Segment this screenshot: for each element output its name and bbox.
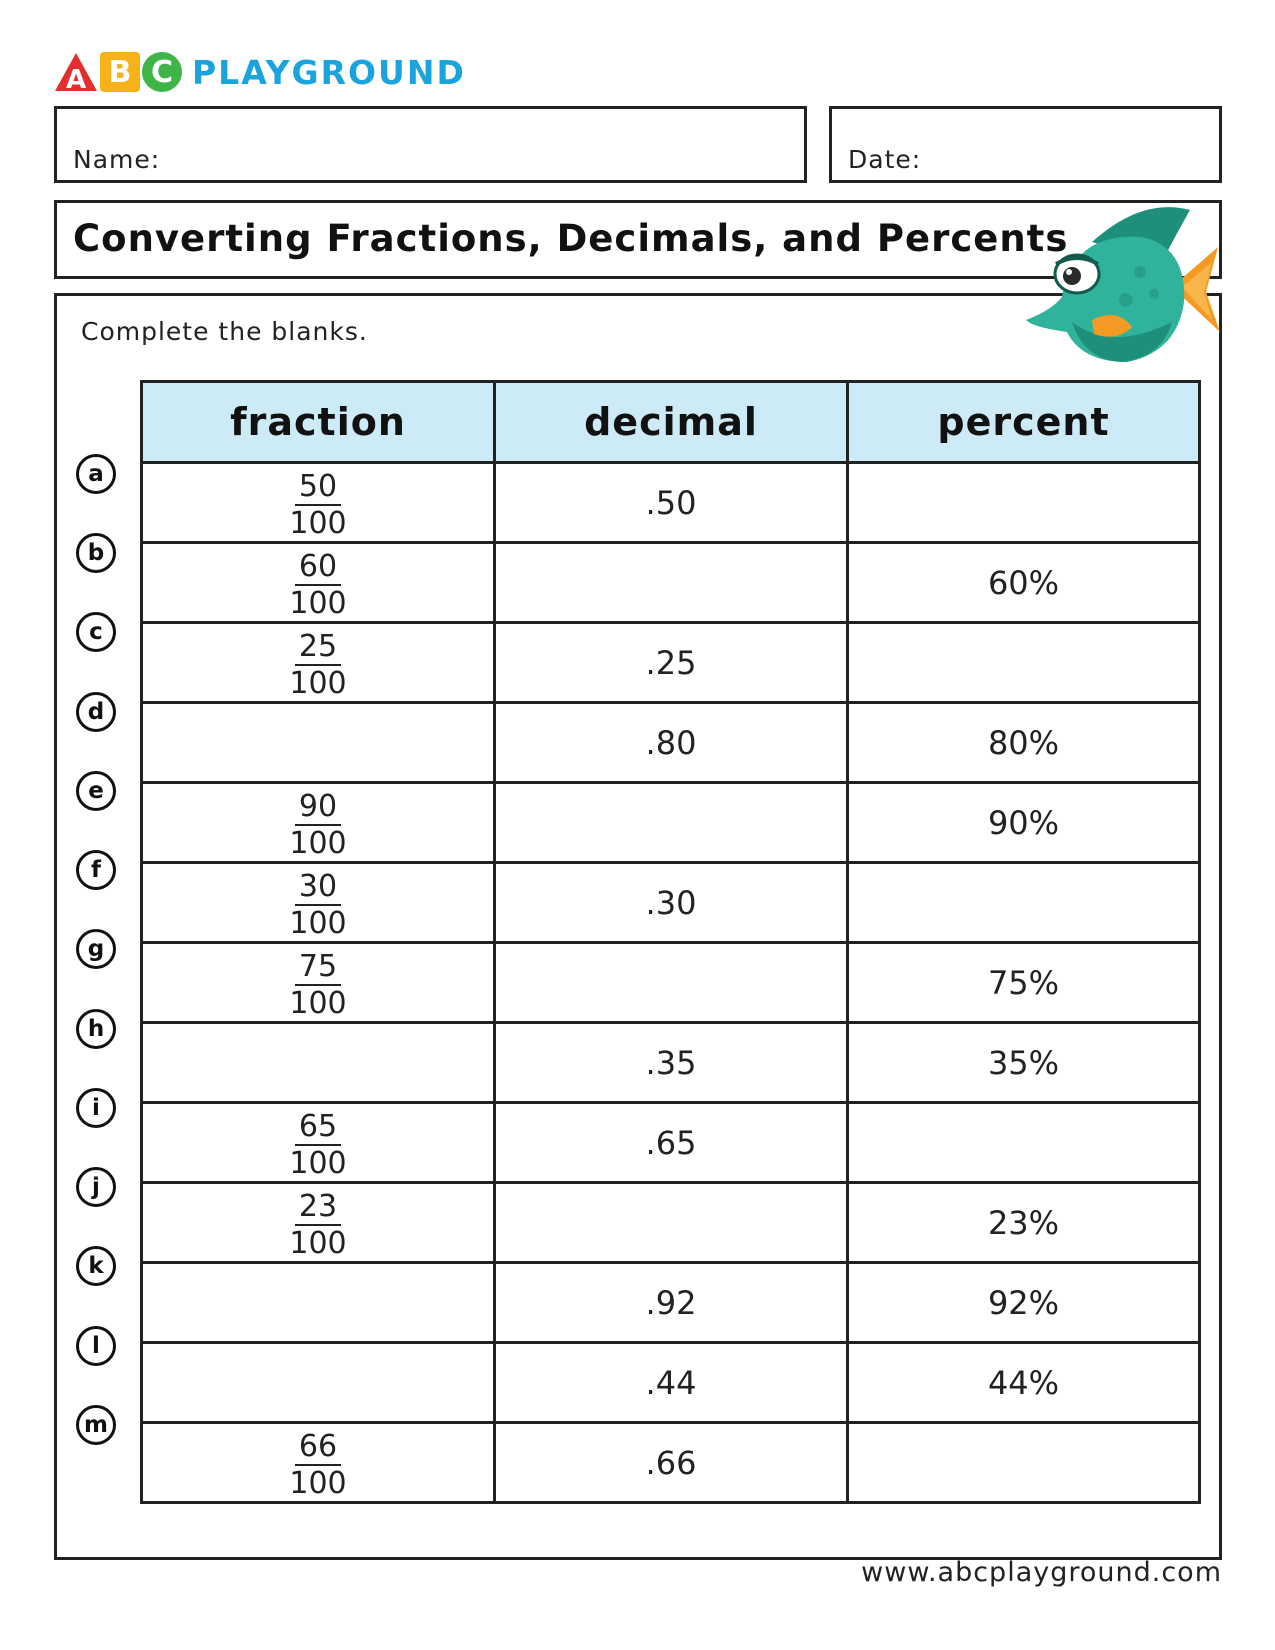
decimal-cell[interactable]: .25: [495, 623, 848, 703]
fraction-cell[interactable]: [142, 463, 495, 543]
page-title: Converting Fractions, Decimals, and Percents: [73, 217, 1069, 260]
table-row: [142, 543, 1200, 623]
percent-cell[interactable]: [848, 463, 1200, 543]
row-label-k: k: [76, 1246, 116, 1286]
instructions: Complete the blanks.: [81, 317, 368, 346]
header-decimal: decimal: [495, 382, 848, 463]
fraction-cell[interactable]: [142, 1103, 495, 1183]
fraction: $\frac{25}{100}$: [289, 629, 347, 701]
fraction-cell[interactable]: [142, 1423, 495, 1503]
percent-cell[interactable]: 80%: [848, 703, 1200, 783]
fraction: $\frac{30}{100}$: [289, 869, 347, 941]
fraction-cell[interactable]: [142, 1023, 495, 1103]
fish-icon: [1022, 202, 1222, 372]
decimal-cell[interactable]: .92: [495, 1263, 848, 1343]
name-field[interactable]: [54, 106, 807, 183]
table-row: [142, 1183, 1200, 1263]
decimal-cell[interactable]: [495, 783, 848, 863]
table-row: [142, 1103, 1200, 1183]
decimal-cell[interactable]: .44: [495, 1343, 848, 1423]
header-fraction: fraction: [142, 382, 495, 463]
percent-cell[interactable]: 44%: [848, 1343, 1200, 1423]
row-label-j: j: [76, 1167, 116, 1207]
table-row: [142, 943, 1200, 1023]
decimal-cell[interactable]: [495, 1183, 848, 1263]
fraction: $\frac{65}{100}$: [289, 1109, 347, 1181]
conversion-table: [140, 380, 1201, 1504]
logo-letter-a: [54, 52, 98, 92]
table-row: [142, 463, 1200, 543]
row-label-c: c: [76, 612, 116, 652]
fraction-cell[interactable]: [142, 703, 495, 783]
logo-letter-b: B: [100, 52, 140, 92]
percent-cell[interactable]: [848, 1103, 1200, 1183]
decimal-cell[interactable]: .66: [495, 1423, 848, 1503]
fraction-cell[interactable]: [142, 543, 495, 623]
row-label-i: i: [76, 1088, 116, 1128]
fraction-cell[interactable]: [142, 1183, 495, 1263]
percent-cell[interactable]: 75%: [848, 943, 1200, 1023]
name-label: Name:: [73, 145, 161, 174]
brand-logo: [54, 52, 466, 92]
decimal-cell[interactable]: .80: [495, 703, 848, 783]
row-label-f: f: [76, 850, 116, 890]
decimal-cell[interactable]: [495, 543, 848, 623]
table-row: [142, 863, 1200, 943]
fraction: $\frac{66}{100}$: [289, 1429, 347, 1501]
row-label-m: m: [76, 1405, 116, 1445]
percent-cell[interactable]: 23%: [848, 1183, 1200, 1263]
percent-cell[interactable]: [848, 863, 1200, 943]
date-field[interactable]: [829, 106, 1222, 183]
row-label-a: a: [76, 454, 116, 494]
table-row: [142, 1263, 1200, 1343]
percent-cell[interactable]: 92%: [848, 1263, 1200, 1343]
percent-cell[interactable]: 35%: [848, 1023, 1200, 1103]
fraction-cell[interactable]: [142, 783, 495, 863]
fraction-cell[interactable]: [142, 943, 495, 1023]
fraction: $\frac{50}{100}$: [289, 469, 347, 541]
fraction: $\frac{23}{100}$: [289, 1189, 347, 1261]
row-label-e: e: [76, 771, 116, 811]
row-label-l: l: [76, 1326, 116, 1366]
date-label: Date:: [848, 145, 922, 174]
percent-cell[interactable]: 90%: [848, 783, 1200, 863]
decimal-cell[interactable]: .35: [495, 1023, 848, 1103]
row-label-h: h: [76, 1009, 116, 1049]
table-header-row: [142, 382, 1200, 463]
table-row: [142, 783, 1200, 863]
table-row: [142, 623, 1200, 703]
table-row: [142, 1423, 1200, 1503]
percent-cell[interactable]: [848, 623, 1200, 703]
table-row: [142, 1023, 1200, 1103]
fraction-cell[interactable]: [142, 1263, 495, 1343]
footer-url[interactable]: www.abcplayground.com: [861, 1557, 1222, 1588]
table-row: [142, 703, 1200, 783]
percent-cell[interactable]: [848, 1423, 1200, 1503]
logo-letter-c: C: [142, 52, 182, 92]
fraction: $\frac{90}{100}$: [289, 789, 347, 861]
logo-wordmark: PLAYGROUND: [192, 52, 466, 92]
decimal-cell[interactable]: .30: [495, 863, 848, 943]
table-row: [142, 1343, 1200, 1423]
row-label-b: b: [76, 533, 116, 573]
decimal-cell[interactable]: .65: [495, 1103, 848, 1183]
row-label-g: g: [76, 929, 116, 969]
percent-cell[interactable]: 60%: [848, 543, 1200, 623]
fraction-cell[interactable]: [142, 1343, 495, 1423]
decimal-cell[interactable]: [495, 943, 848, 1023]
fraction: $\frac{60}{100}$: [289, 549, 347, 621]
fraction-cell[interactable]: [142, 863, 495, 943]
fraction: $\frac{75}{100}$: [289, 949, 347, 1021]
svg-text:A: A: [65, 65, 87, 92]
fraction-cell[interactable]: [142, 623, 495, 703]
header-percent: percent: [848, 382, 1200, 463]
decimal-cell[interactable]: .50: [495, 463, 848, 543]
row-label-d: d: [76, 692, 116, 732]
